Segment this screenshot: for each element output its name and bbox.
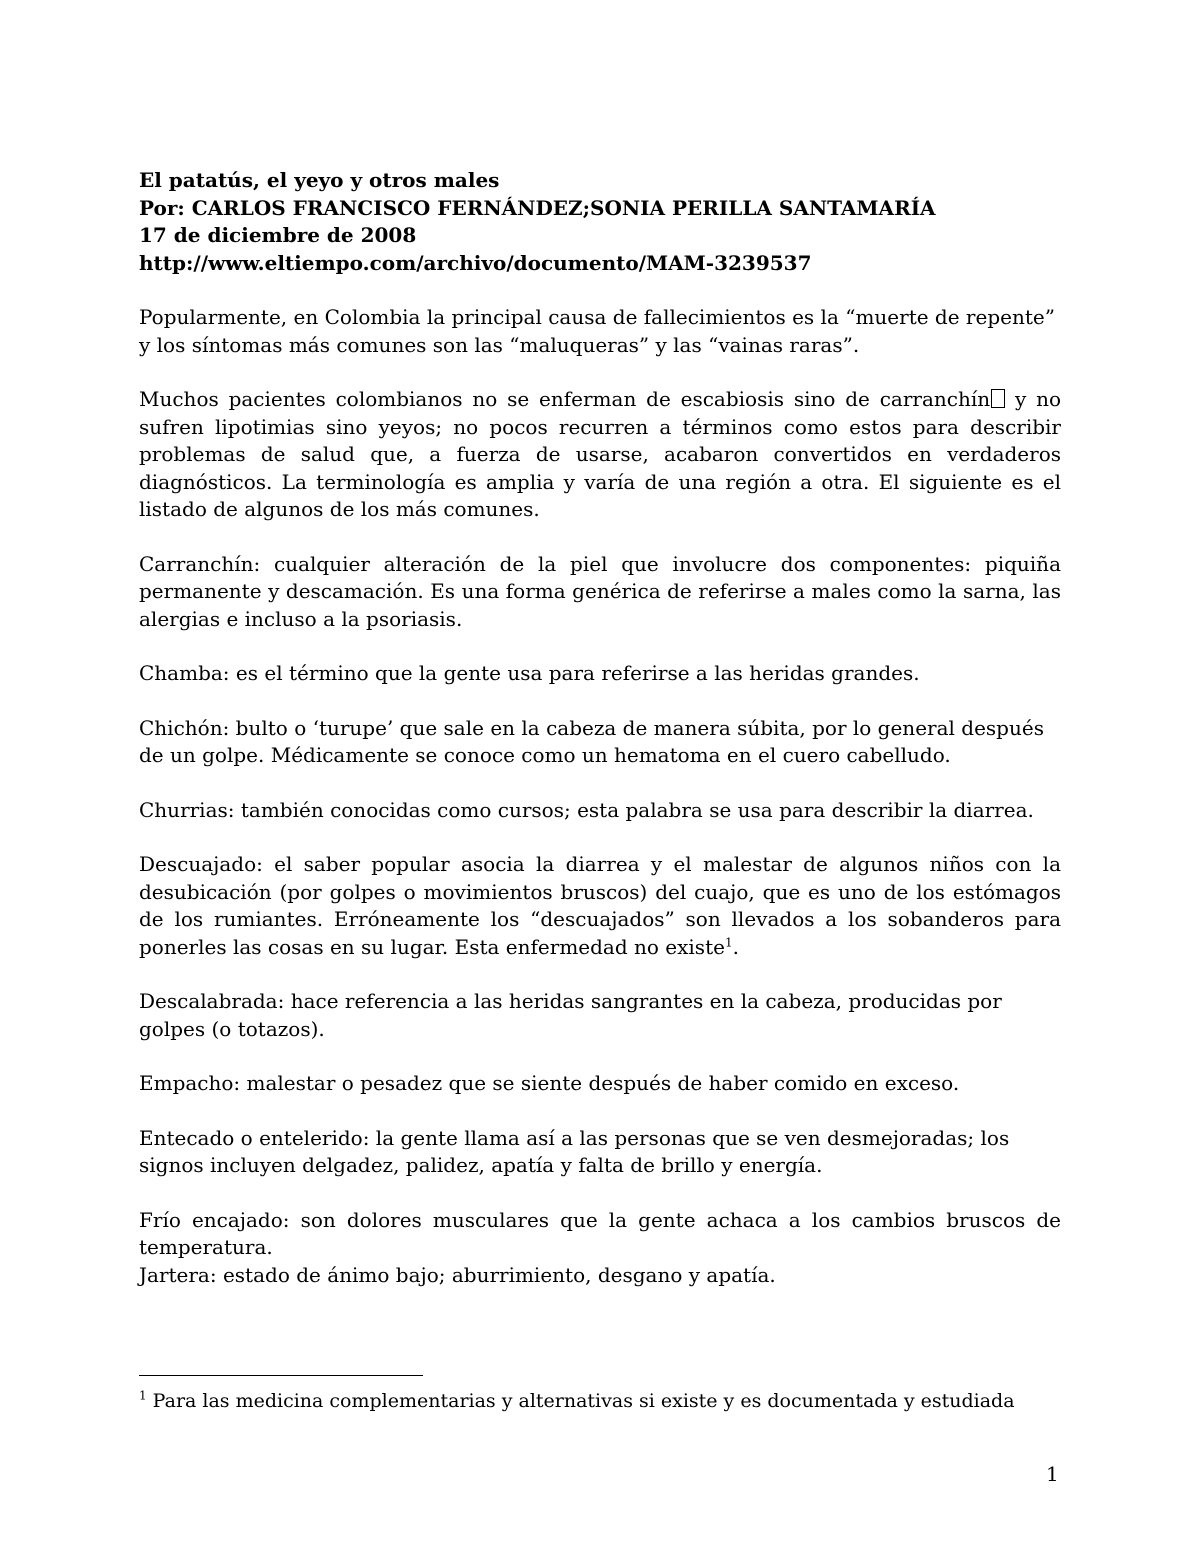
intro-paragraph: Popularmente, en Colombia la principal causa de fallecimientos es la “muerte de repente” y los síntomas más comunes son las “maluqueras” y las “vainas raras”. [139,305,1055,357]
entry-churrias: Churrias: también conocidas como cursos; esta palabra se usa para describir la diarrea. [139,797,1034,822]
entry-carranchin: Carranchín: cualquier alteración de la piel que involucre dos componentes: piquiña permanente y descamación. Es una forma genérica de referirse a males como la sarna, las alergias e incluso a la psoriasis. [139,551,1061,631]
entry-descuajado-trail: . [732,934,739,959]
missing-glyph-icon [991,389,1005,408]
entry-jartera: Jartera: estado de ánimo bajo; aburrimiento, desgano y apatía. [139,1262,776,1287]
footnote [139,1388,1099,1414]
entry-entecado: Entecado o entelerido: la gente llama así a las personas que se ven desmejoradas; los signos incluyen delgadez, palidez, apatía y falta de brillo y energía. [139,1125,1010,1177]
document-title: El patatús, el yeyo y otros males [139,168,500,192]
footnote-separator [139,1375,423,1376]
paragraph-2-before: Muchos pacientes colombianos no se enferman de escabiosis sino de carranchín [139,387,991,411]
document-date: 17 de diciembre de 2008 [139,223,417,247]
entry-descuajado-text: Descuajado: el saber popular asocia la diarrea y el malestar de algunos niños con la desubicación (por golpes o movimientos bruscos) del cuajo, que es uno de los estómagos de los rumiantes. Erróneamente los “descuajados” son llevados a los sobanderos para ponerles las cosas en su lugar. Esta enfermedad no existe [139,852,1061,959]
entry-descuajado [139,851,1061,961]
page-number: 1 [1046,1462,1059,1486]
entry-descalabrada: Descalabrada: hace referencia a las heridas sangrantes en la cabeza, producidas por golpes (o totazos). [139,989,1002,1041]
footnote-reference[interactable]: 1 [724,934,733,949]
document-authors: Por: CARLOS FRANCISCO FERNÁNDEZ;SONIA PERILLA SANTAMARÍA [139,195,936,220]
entry-chamba: Chamba: es el término que la gente usa para referirse a las heridas grandes. [139,661,920,685]
document-body [139,167,1061,1289]
paragraph-2 [139,386,1061,524]
entry-frio-encajado: Frío encajado: son dolores musculares que la gente achaca a los cambios bruscos de temperatura. [139,1207,1061,1259]
paragraph-2-after: y no sufren lipotimias sino yeyos; no pocos recurren a términos como estos para describir problemas de salud que, a fuerza de usarse, acabaron convertidos en verdaderos diagnósticos. La terminología es amplia y varía de una región a otra. El siguiente es el listado de algunos de los más comunes. [139,387,1062,521]
entry-empacho: Empacho: malestar o pesadez que se siente después de haber comido en exceso. [139,1071,960,1095]
document-url: http://www.eltiempo.com/archivo/documento/MAM-3239537 [139,250,812,275]
footnote-marker: 1 [139,1388,147,1403]
footnote-text: Para las medicina complementarias y alternativas si existe y es documentada y estudiada [146,1390,1015,1412]
entry-chichon: Chichón: bulto o ‘turupe’ que sale en la cabeza de manera súbita, por lo general después de un golpe. Médicamente se conoce como un hematoma en el cuero cabelludo. [139,715,1044,767]
